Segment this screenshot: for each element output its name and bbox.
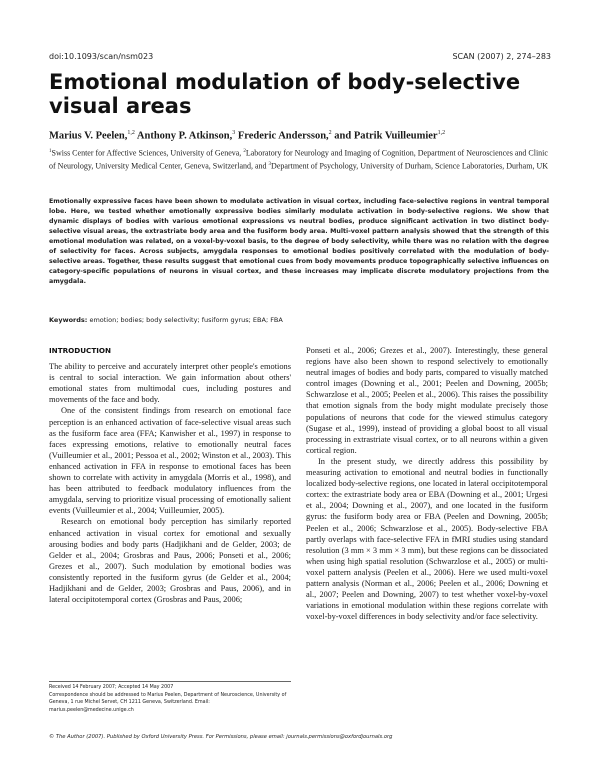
journal-reference: SCAN (2007) 2, 274–283 bbox=[452, 52, 551, 61]
correspondence-note: Correspondence should be addressed to Marius Peelen, Department of Neuroscience, University of Geneva, 1 rue Michel Servet, CH 1211 Geneva, Switzerland. Email: marius.peelen@medecine.unige.ch bbox=[49, 692, 287, 713]
body-paragraph: Research on emotional body perception has similarly reported enhanced activation in visual cortex for emotional and sexually arousing bodies and body parts (Hadjikhani and de Gelder, 2003; de Gelder et al., 2004; Grosbras and Paus, 2006; Ponseti et al., 2006; Grezes et al., 2007). Such modulation by emotional bodies was consistently reported in the fusiform gyrus (de Gelder et al., 2004; Hadjikhani and de Gelder, 2003; Grosbras and Paus, 2006), and in lateral occipitotemporal cortex (Grosbras and Paus, 2006; bbox=[49, 517, 291, 605]
body-paragraph: The ability to perceive and accurately interpret other people's emotions is central to social interaction. We gain information about others' emotional states from multimodal cues, including postures and movements of the face and body. bbox=[49, 362, 291, 405]
right-column bbox=[306, 345, 548, 622]
keywords bbox=[49, 316, 549, 324]
author-affiliation-mark: 3 bbox=[232, 130, 236, 136]
doi-label: doi:10.1093/scan/nsm023 bbox=[49, 52, 154, 61]
copyright-line: © The Author (2007). Published by Oxford University Press. For Permissions, please email: journals.permissions@oxfordjournals.org bbox=[49, 734, 393, 740]
affiliation-text: Department of Psychology, University of Durham, Science Laboratories, Durham, UK bbox=[271, 161, 549, 171]
footnote bbox=[49, 684, 291, 714]
body-paragraph: In the present study, we directly address this possibility by measuring activation to emotional and neutral bodies in functionally localized body-selective regions, one located in lateral occipitotemporal cortex: the extrastriate body area or EBA (Downing et al., 2001; Urgesi et al., 2004; Downing et al., 2007), and one located in the fusiform gyrus: the fusiform body area or FBA (Peelen and Downing, 2005b; Peelen et al., 2006; Schwarzlose et al., 2005). Body-selective FBA partly overlaps with face-selective FFA in fMRI studies using standard resolution (3 mm × 3 mm × 3 mm), but these regions can be dissociated when using high spatial resolution (Schwarzlose et al., 2005) or multi-voxel pattern analysis (Peelen et al., 2006). Here we used multi-voxel pattern analysis (Norman et al., 2006; Peelen et al., 2006; Downing et al., 2007; Peelen and Downing, 2007) to test whether voxel-by-voxel variations in emotional modulation within these regions correlate with voxel-by-voxel differences in body selectivity and/or face selectivity. bbox=[306, 456, 548, 622]
keywords-text: emotion; bodies; body selectivity; fusiform gyrus; EBA; FBA bbox=[87, 316, 283, 324]
author-name: Anthony P. Atkinson, bbox=[136, 130, 233, 142]
abstract: Emotionally expressive faces have been shown to modulate activation in visual cortex, including face-selective regions in ventral temporal lobe. Here, we tested whether emotionally expressive bodies similarly modulate activation in body-selective regions. We show that dynamic displays of bodies with various emotional expressions vs neutral bodies, produce significant activation in two distinct body-selective visual areas, the extrastriate body area and the fusiform body area. Multi-voxel pattern analysis showed that the strength of this emotional modulation was related, on a voxel-by-voxel basis, to the degree of body selectivity, while there was no relation with the degree of selectivity for faces. Across subjects, amygdala responses to emotional bodies positively correlated with the modulation of body-selective areas. Together, these results suggest that emotional cues from body movements produce topographically selective influences on category-specific populations of neurons in visual cortex, and these increases may implicate discrete modulatory projections from the amygdala. bbox=[49, 198, 549, 285]
author-name: Marius V. Peelen, bbox=[49, 130, 128, 142]
affiliation-text: Laboratory for Neurology and Imaging of Cognition, Department of Neurosciences and Clinic of Neurology, University Medical Center, Geneva, Switzerland, and bbox=[49, 148, 548, 171]
affiliation-mark: 1 bbox=[49, 149, 52, 154]
author-list bbox=[49, 130, 559, 142]
body-paragraph: Ponseti et al., 2006; Grezes et al., 2007). Interestingly, these general regions have also been shown to respond selectively to emotionally neutral images of bodies and body parts, compared to visually matched control images (Downing et al., 2001; Peelen and Downing, 2005b; Schwarzlose et al., 2005; Peelen et al., 2006). This raises the possibility that emotion signals from the body might modulate precisely those populations of neurons that code for the viewed stimulus category (Sugase et al., 1999), instead of providing a global boost to all visual processing in extrastriate visual cortex, or to all neurons within a given cortical region. bbox=[306, 346, 548, 455]
author-name: and Patrik Vuilleumier bbox=[334, 130, 438, 142]
footnote-divider bbox=[49, 681, 291, 682]
author-affiliation-mark: 2 bbox=[328, 130, 332, 136]
affiliation-mark: 2 bbox=[243, 149, 246, 154]
received-dates: Received 14 February 2007; Accepted 14 May 2007 bbox=[49, 685, 174, 690]
affiliations bbox=[49, 146, 549, 171]
left-column bbox=[49, 345, 291, 605]
affiliation-mark: 3 bbox=[268, 161, 272, 167]
body-paragraph: One of the consistent findings from research on emotional face perception is an enhanced activation of face-selective visual areas such as the fusiform face area (FFA; Kanwisher et al., 1997) in response to faces expressing emotions, relative to emotionally neutral faces (Vuilleumier et al., 2001; Pessoa et al., 2002; Winston et al., 2003). This enhanced activation in FFA in response to emotional faces has been shown to correlate with activity in amygdala (Morris et al., 1998), and has been attributed to feedback modulatory influences from the amygdala, serving to prioritize visual processing of emotionally salient events (Vuilleumier et al., 2004; Vuilleumier, 2005). bbox=[49, 406, 291, 516]
affiliation-text: Swiss Center for Affective Sciences, University of Geneva, bbox=[51, 148, 244, 158]
section-heading: INTRODUCTION bbox=[49, 346, 112, 355]
author-name: Frederic Andersson, bbox=[237, 130, 329, 142]
author-affiliation-mark: 1,2 bbox=[127, 130, 135, 136]
article-title: Emotional modulation of body-selective visual areas bbox=[49, 70, 521, 118]
author-affiliation-mark: 1,2 bbox=[437, 130, 446, 136]
keywords-label: Keywords: bbox=[49, 316, 88, 324]
